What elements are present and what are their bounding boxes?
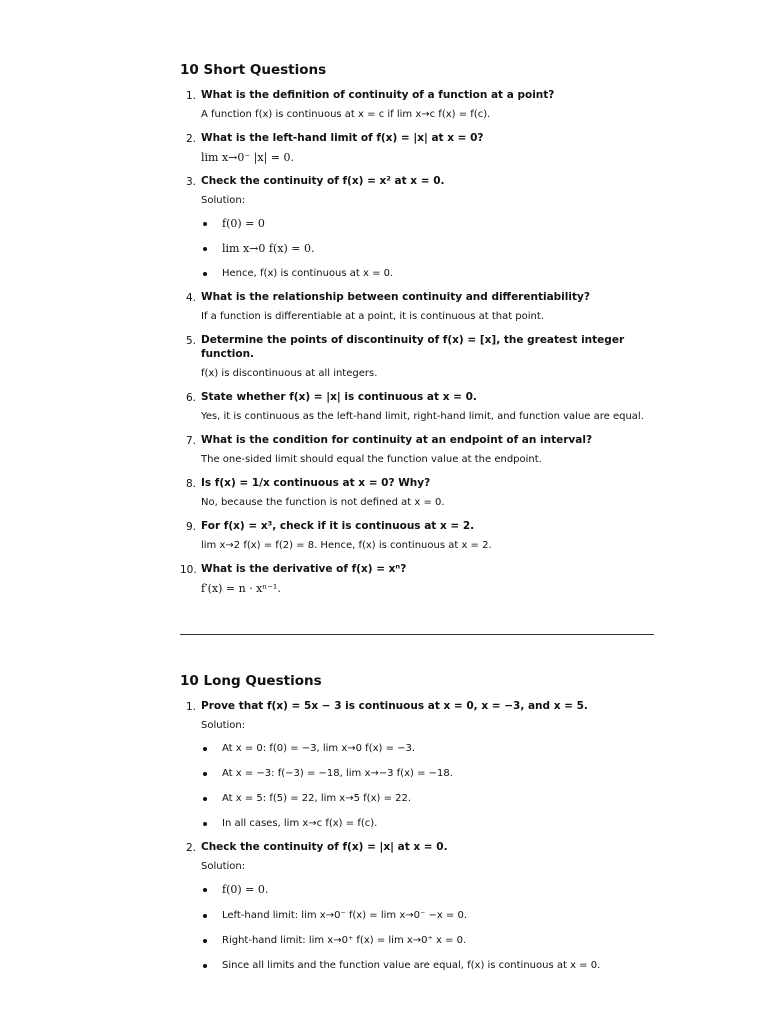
solution-bullets	[201, 217, 660, 281]
solution-label: Solution:	[201, 861, 246, 872]
bullet-text: f(0) = 0.	[222, 883, 269, 896]
bullet-text: Hence, f(x) is continuous at x = 0.	[222, 268, 394, 279]
question-item	[180, 174, 660, 281]
question-number: 8.	[185, 478, 196, 490]
bullet-text: At x = 5: f(5) = 22, lim x→5 f(x) = 22.	[222, 793, 412, 804]
question-number: 7.	[185, 435, 196, 447]
question-item	[180, 390, 660, 424]
bullet-dot	[203, 914, 207, 918]
long-content	[180, 673, 660, 973]
bullet-dot	[203, 964, 207, 968]
bullet-dot	[203, 272, 207, 276]
question-text: What is the relationship between continuity and differentiability?	[201, 291, 590, 303]
answer-text: f′(x) = n · xⁿ⁻¹.	[201, 582, 281, 595]
question-text: Determine the points of discontinuity of f(x) = [x], the greatest integer function.	[201, 334, 625, 360]
answer-text: If a function is differentiable at a point, it is continuous at that point.	[201, 311, 544, 322]
answer-text: Yes, it is continuous as the left-hand limit, right-hand limit, and function value are equal.	[201, 411, 644, 422]
bullet-dot	[203, 747, 207, 751]
bullet-text: In all cases, lim x→c f(x) = f(c).	[222, 818, 378, 829]
question-text: What is the derivative of f(x) = xⁿ?	[201, 563, 407, 575]
question-item	[180, 433, 660, 467]
question-text: Is f(x) = 1/x continuous at x = 0? Why?	[201, 477, 431, 489]
question-number: 6.	[185, 392, 196, 404]
question-number: 2.	[185, 842, 196, 854]
question-item	[180, 131, 660, 165]
question-item	[180, 519, 660, 553]
section-divider	[180, 634, 654, 635]
solution-label: Solution:	[201, 195, 246, 206]
bullet-item	[201, 742, 660, 756]
question-number: 5.	[185, 335, 196, 347]
bullet-item	[201, 267, 660, 281]
bullet-dot	[203, 772, 207, 776]
answer-text: The one-sided limit should equal the function value at the endpoint.	[201, 454, 542, 465]
long-questions-section	[180, 673, 660, 973]
bullet-dot	[203, 247, 207, 251]
bullet-item	[201, 767, 660, 781]
answer-text: f(x) is discontinuous at all integers.	[201, 368, 378, 379]
answer-text: lim x→2 f(x) = f(2) = 8. Hence, f(x) is continuous at x = 2.	[201, 540, 492, 551]
bullet-text: lim x→0 f(x) = 0.	[222, 242, 315, 255]
bullet-text: Left-hand limit: lim x→0⁻ f(x) = lim x→0⁻ −x = 0.	[222, 910, 468, 921]
bullet-text: At x = 0: f(0) = −3, lim x→0 f(x) = −3.	[222, 743, 416, 754]
solution-bullets	[201, 742, 660, 831]
bullet-dot	[203, 939, 207, 943]
question-item	[180, 699, 660, 831]
solution-bullets	[201, 883, 660, 973]
question-text: Prove that f(x) = 5x − 3 is continuous at x = 0, x = −3, and x = 5.	[201, 700, 588, 712]
question-item	[180, 88, 660, 122]
question-text: What is the left-hand limit of f(x) = |x| at x = 0?	[201, 132, 484, 144]
bullet-text: Since all limits and the function value are equal, f(x) is continuous at x = 0.	[222, 960, 601, 971]
bullet-text: Right-hand limit: lim x→0⁺ f(x) = lim x→0⁺ x = 0.	[222, 935, 467, 946]
bullet-dot	[203, 888, 207, 892]
question-number: 2.	[185, 133, 196, 145]
question-text: What is the condition for continuity at an endpoint of an interval?	[201, 434, 593, 446]
question-text: Check the continuity of f(x) = |x| at x = 0.	[201, 841, 448, 853]
bullet-text: f(0) = 0	[222, 217, 265, 230]
bullet-text: At x = −3: f(−3) = −18, lim x→−3 f(x) = −18.	[222, 768, 453, 779]
question-number: 3.	[185, 176, 196, 188]
question-item	[180, 333, 660, 381]
bullet-item	[201, 959, 660, 973]
question-number: 9.	[185, 521, 196, 533]
question-number: 1.	[185, 90, 196, 102]
short-questions-section	[180, 62, 660, 596]
question-item	[180, 476, 660, 510]
bullet-item	[201, 883, 660, 898]
document-content	[180, 62, 660, 596]
question-text: Check the continuity of f(x) = x² at x = 0.	[201, 175, 445, 187]
long-questions-heading: 10 Long Questions	[180, 673, 322, 689]
question-number: 1.	[185, 701, 196, 713]
bullet-item	[201, 817, 660, 831]
answer-text: No, because the function is not defined at x = 0.	[201, 497, 445, 508]
bullet-dot	[203, 822, 207, 826]
bullet-item	[201, 217, 660, 232]
bullet-item	[201, 792, 660, 806]
question-item	[180, 840, 660, 973]
bullet-item	[201, 909, 660, 923]
question-item	[180, 290, 660, 324]
question-text: What is the definition of continuity of a function at a point?	[201, 89, 555, 101]
bullet-item	[201, 934, 660, 948]
answer-text: A function f(x) is continuous at x = c if lim x→c f(x) = f(c).	[201, 109, 491, 120]
question-text: For f(x) = x³, check if it is continuous at x = 2.	[201, 520, 475, 532]
bullet-dot	[203, 222, 207, 226]
question-text: State whether f(x) = |x| is continuous at x = 0.	[201, 391, 477, 403]
question-number: 10.	[180, 564, 197, 576]
question-item	[180, 562, 660, 596]
short-questions-heading: 10 Short Questions	[180, 62, 327, 78]
short-questions-list	[180, 88, 660, 596]
bullet-dot	[203, 797, 207, 801]
question-number: 4.	[185, 292, 196, 304]
bullet-item	[201, 242, 660, 257]
answer-text: lim x→0⁻ |x| = 0.	[201, 151, 295, 164]
long-questions-list	[180, 699, 660, 973]
solution-label: Solution:	[201, 720, 246, 731]
